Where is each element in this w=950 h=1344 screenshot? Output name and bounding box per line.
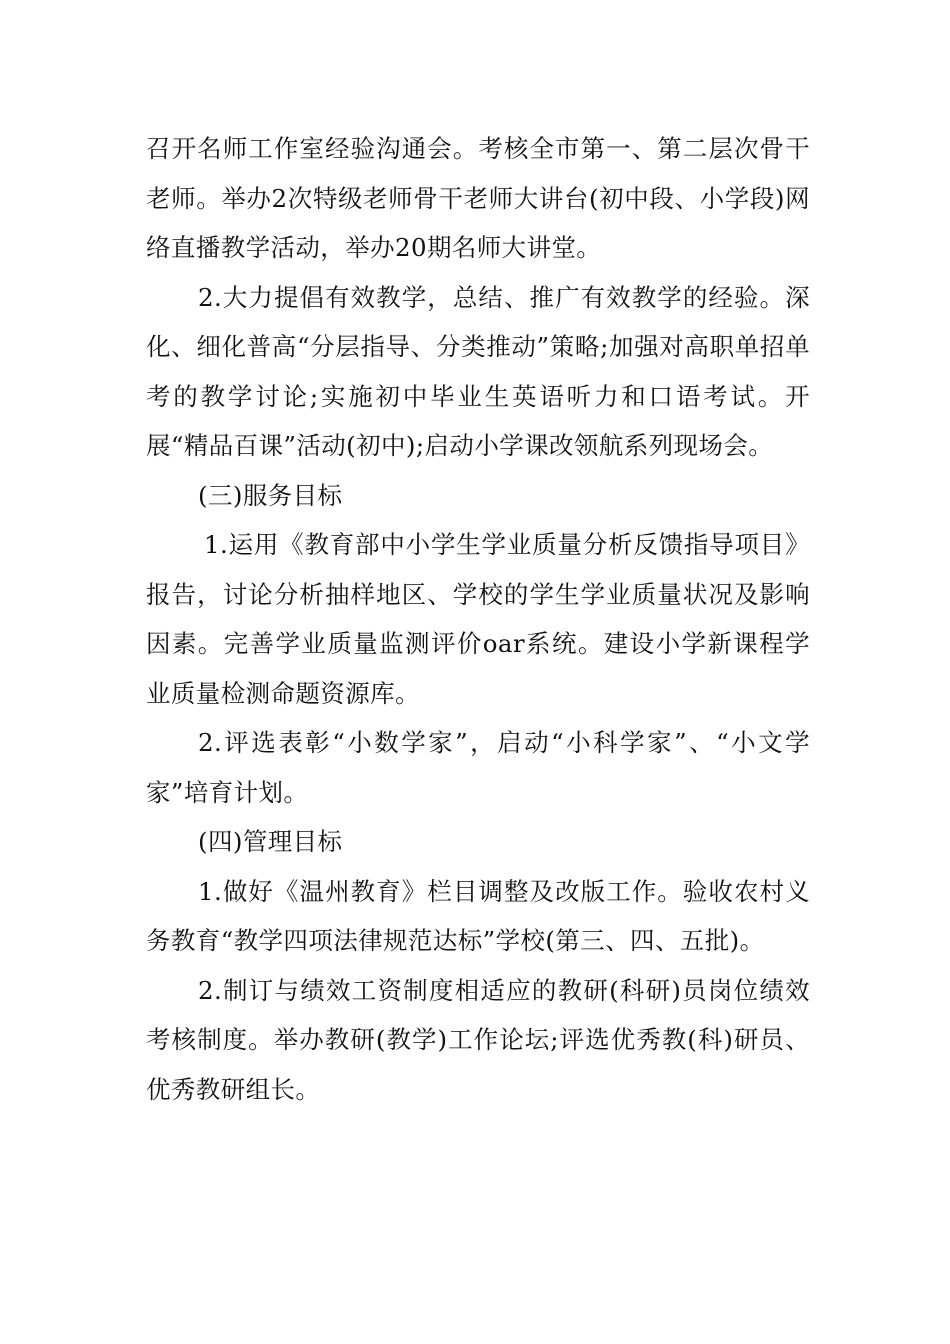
paragraph-wenzhou-education: 1.做好《温州教育》栏目调整及改版工作。验收农村义务教育“教学四项法律规范达标”学校(第三、四、五批)。 (146, 876, 810, 955)
document-body (146, 124, 810, 1114)
section-heading-service-goals: (三)服务目标 (198, 480, 343, 510)
paragraph-performance-assessment: 2.制订与绩效工资制度相适应的教研(科研)员岗位绩效考核制度。举办教研(教学)工作论坛;评选优秀教(科)研员、优秀教研组长。 (146, 975, 810, 1104)
paragraph-quality-analysis: 1.运用《教育部中小学生学业质量分析反馈指导项目》报告，讨论分析抽样地区、学校的学生学业质量状况及影响因素。完善学业质量监测评价oar系统。建设小学新课程学业质量检测命题资源库。 (146, 530, 810, 708)
section-heading-management-goals: (四)管理目标 (198, 827, 343, 856)
paragraph-awards: 2.评选表彰“小数学家”，启动“小科学家”、“小文学家”培育计划。 (146, 728, 810, 807)
paragraph-continuation: 召开名师工作室经验沟通会。考核全市第一、第二层次骨干老师。举办2次特级老师骨干老师大讲台(初中段、小学段)网络直播教学活动，举办20期名师大讲堂。 (146, 134, 810, 262)
paragraph-effective-teaching: 2.大力提倡有效教学，总结、推广有效教学的经验。深化、细化普高“分层指导、分类推动”策略;加强对高职单招单考的教学讨论;实施初中毕业生英语听力和口语考试。开展“精品百课”活动(初中);启动小学课改领航系列现场会。 (146, 282, 810, 460)
